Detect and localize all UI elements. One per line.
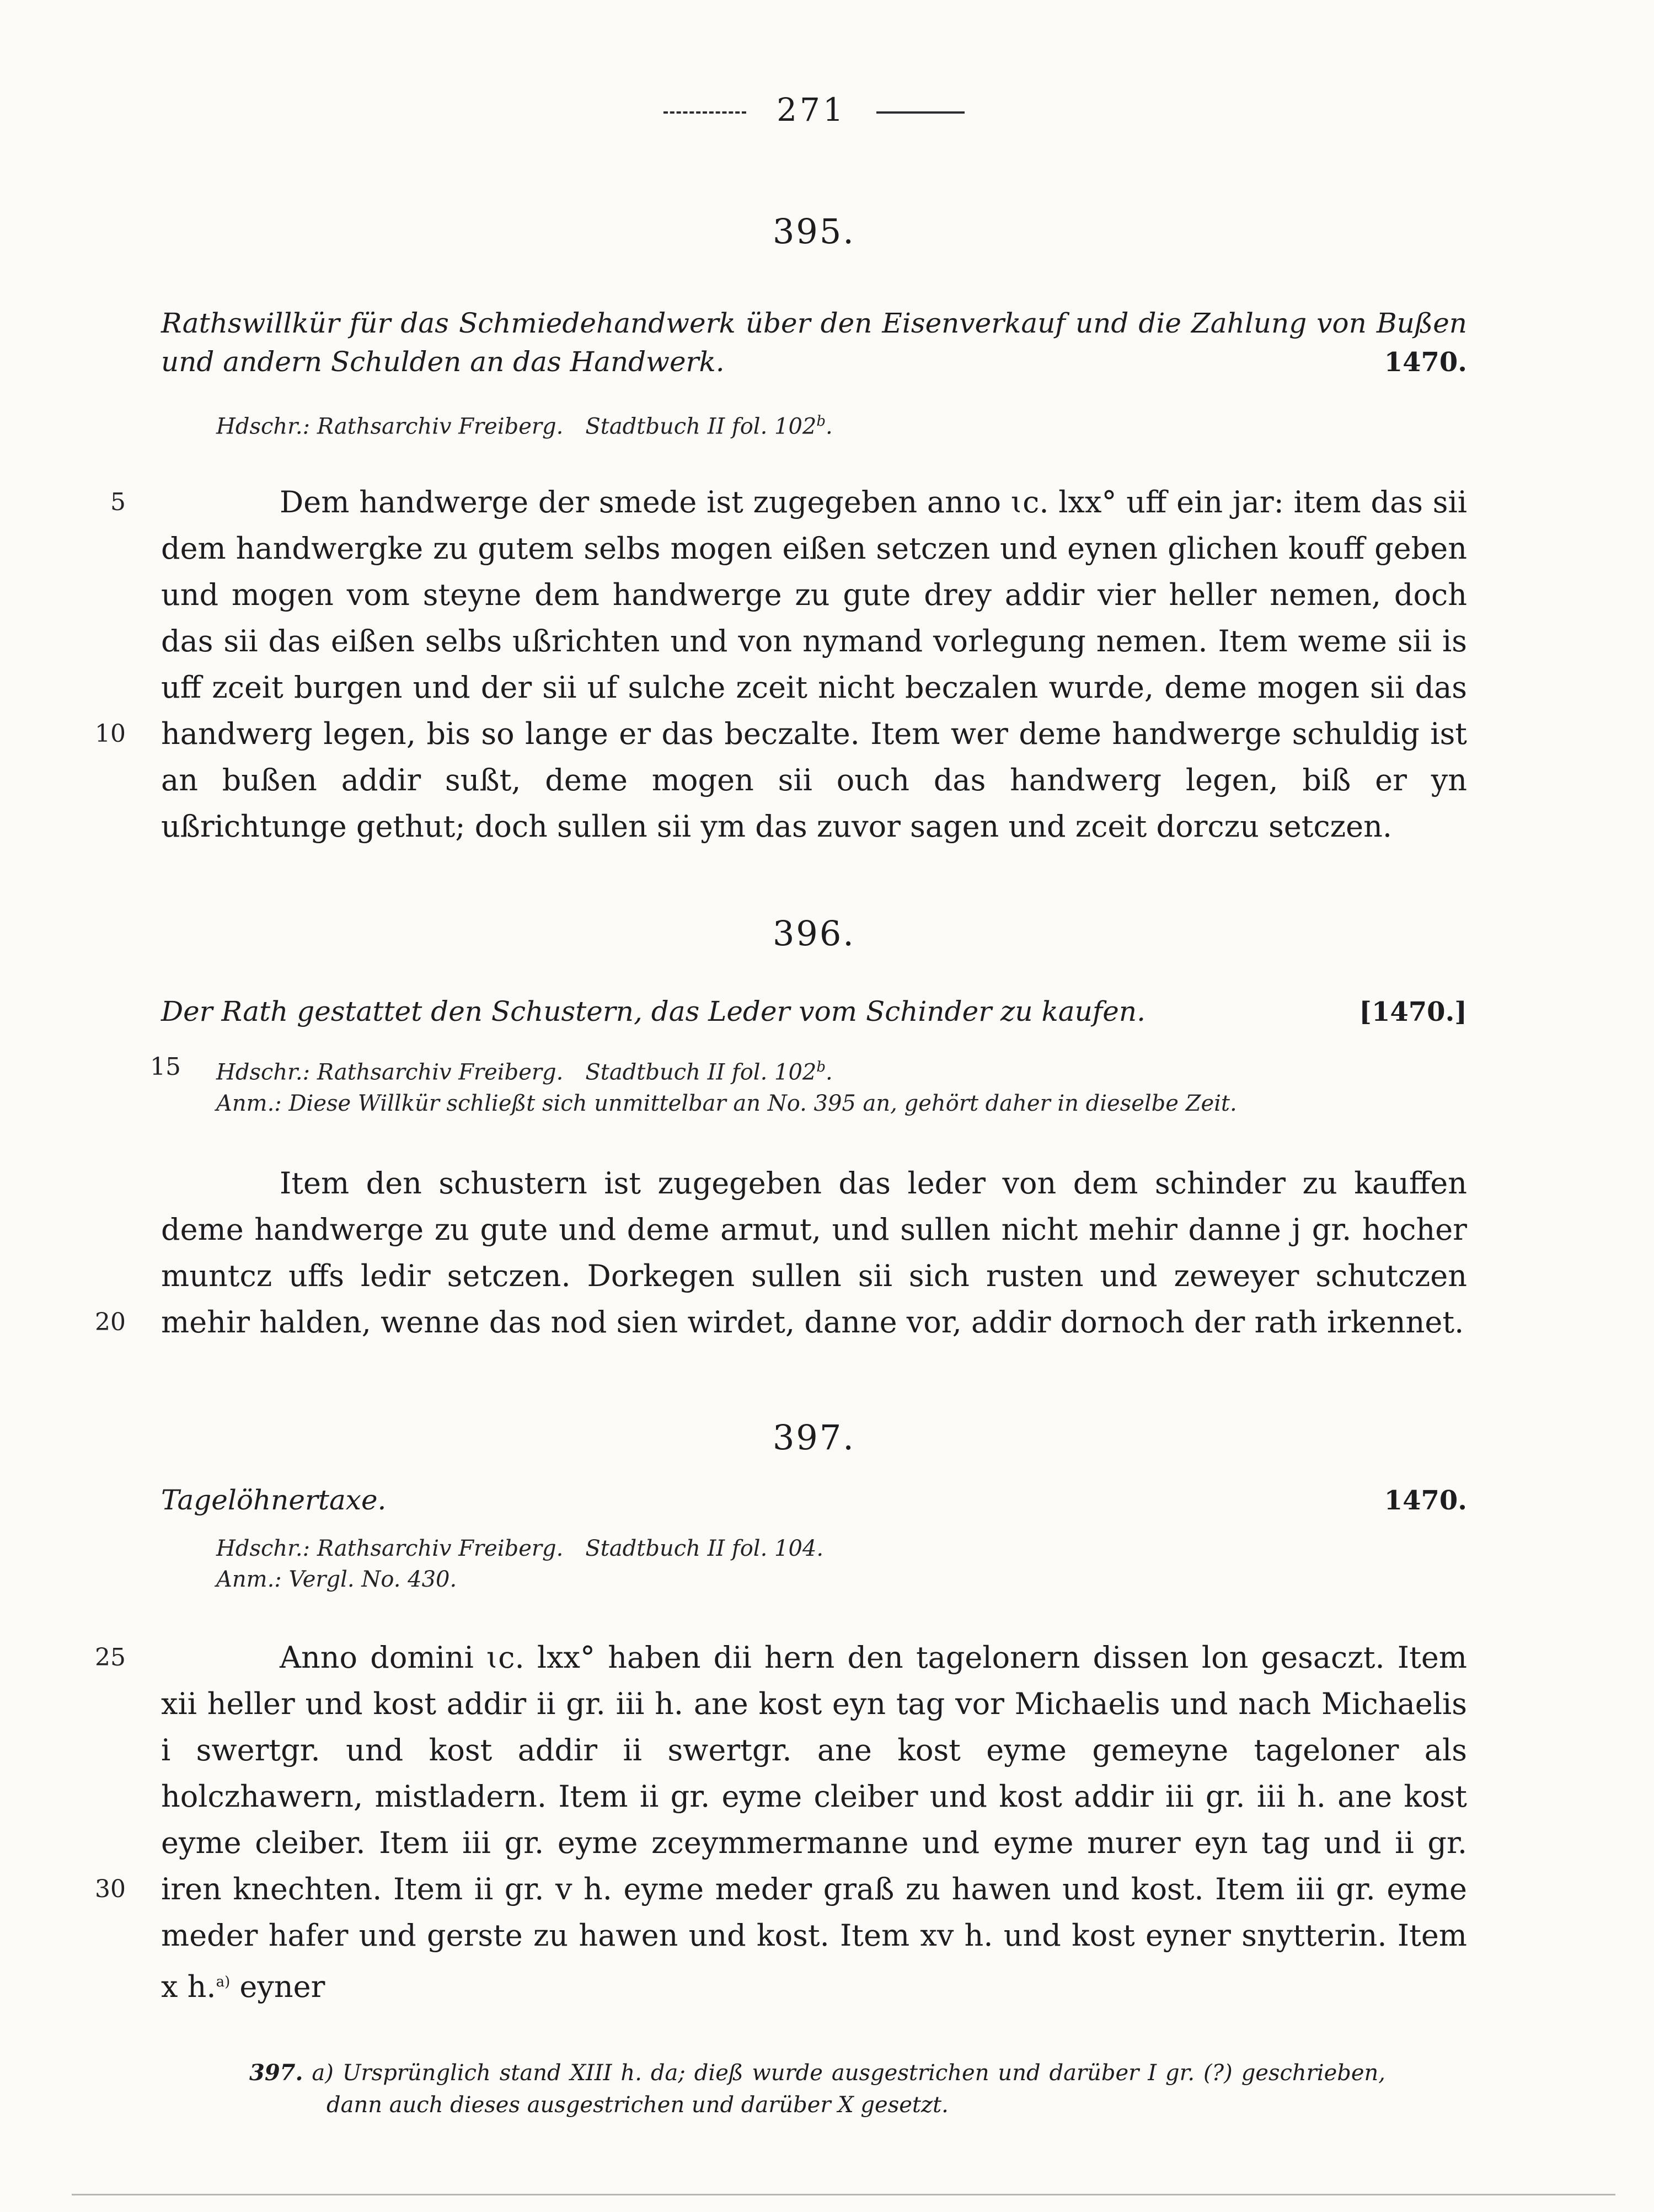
margin-line-number-20: 20 <box>95 1308 126 1336</box>
entry-body-block <box>95 1160 1467 1346</box>
entry-number: 396. <box>772 913 856 954</box>
source-text: Hdschr.: Rathsarchiv Freiberg. Stadtbuch II fol. 102 <box>216 1059 817 1085</box>
entry-source <box>216 406 1467 442</box>
page-content <box>95 0 1467 2121</box>
entry-body-block <box>95 479 1467 850</box>
entry-title-row <box>161 1481 1467 1519</box>
body-text: Anno domini ɩc. lxx° haben dii hern den tagelonern dissen lon gesaczt. Item xii heller und kost addir ii gr. iii h. ane kost eyn tag vor Michaelis und nach Michaelis i swertgr. und kost addir ii swertgr. ane kost eyme gemeyne tageloner als holczhawern, mistladern. Item ii gr. eyme cleiber und kost addir iii gr. iii h. ane kost eyme cleiber. Item iii gr. eyme zceymmermanne und eyme murer eyn tag und ii gr. iren knechten. Item ii gr. v h. eyme meder graß zu hawen und kost. Item iii gr. eyme meder hafer und gerste zu hawen und kost. Item xv h. und kost eyner snytterin. Item x h. <box>161 1640 1467 2004</box>
entry-body: Item den schustern ist zugegeben das leder von dem schinder zu kauffen deme handwerge zu gute und deme armut, und sullen nicht mehir danne j gr. hocher muntcz uffs ledir setczen. Dorkegen sullen sii sich rusten und zeweyer schutczen mehir halden, wenne das nod sien wirdet, danne vor, addir dornoch der rath irkennet. <box>161 1165 1467 1340</box>
margin-line-number-25: 25 <box>95 1643 126 1672</box>
entry-title-row <box>161 992 1467 1031</box>
footnote <box>249 2057 1385 2121</box>
entry-title-row <box>161 304 1467 381</box>
entry-395 <box>95 211 1467 850</box>
entry-source-block <box>150 1052 1467 1118</box>
scan-edge-line <box>72 2194 1615 2195</box>
body-text-end: eyner <box>230 1969 325 2004</box>
entry-title: Rathswillkür für das Schmiedehandwerk über den Eisenverkauf und die Zahlung von Bußen und andern Schulden an das Handwerk. <box>161 307 1467 378</box>
entry-title: Der Rath gestattet den Schustern, das Leder vom Schinder zu kaufen. <box>161 995 1146 1028</box>
entry-number: 397. <box>772 1417 856 1458</box>
body-superscript-a: a) <box>216 1973 231 1990</box>
margin-line-number-5: 5 <box>110 488 126 517</box>
footnote-label: 397. <box>249 2059 303 2086</box>
margin-line-number-10: 10 <box>95 720 126 748</box>
source-text: Hdschr.: Rathsarchiv Freiberg. Stadtbuch II fol. 102 <box>216 414 817 440</box>
page-number: 271 <box>777 91 846 128</box>
source-text-end: . <box>826 1059 833 1085</box>
entry-source: Hdschr.: Rathsarchiv Freiberg. Stadtbuch II fol. 104. <box>216 1535 824 1561</box>
entry-date: [1470.] <box>1359 997 1467 1028</box>
footnote-text: a) Ursprünglich stand XIII h. da; dieß wurde ausgestrichen und darüber I gr. (?) geschrieben, dann auch dieses ausgestrichen und darüber X gesetzt. <box>312 2060 1385 2118</box>
entry-source-block <box>216 406 1467 442</box>
entry-date: 1470. <box>1384 1485 1467 1516</box>
entry-note: Anm.: Diese Willkür schließt sich unmittelbar an No. 395 an, gehört daher in dieselbe Zeit. <box>216 1090 1237 1116</box>
entry-body <box>161 1635 1467 2010</box>
margin-line-number-30: 30 <box>95 1874 126 1903</box>
header-rule-right <box>876 111 965 114</box>
entry-date: 1470. <box>1384 347 1467 378</box>
entry-title: Tagelöhnertaxe. <box>161 1483 387 1516</box>
entry-source-block <box>216 1533 1467 1595</box>
source-text-end: . <box>826 414 833 440</box>
entry-397 <box>95 1417 1467 2010</box>
source-superscript: b <box>816 1059 826 1076</box>
source-superscript: b <box>816 413 826 430</box>
header-rule-left <box>663 111 746 114</box>
entry-source <box>216 1052 1467 1088</box>
entry-number: 395. <box>772 211 856 251</box>
margin-line-number-15: 15 <box>150 1053 181 1081</box>
entry-396 <box>95 913 1467 1345</box>
entry-body: Dem handwerge der smede ist zugegeben anno ɩc. lxx° uff ein jar: item das sii dem handwergke zu gutem selbs mogen eißen setczen und eynen glichen kouff geben und mogen vom steyne dem handwerge zu gute drey addir vier heller nemen, doch das sii das eißen selbs ußrichten und von nymand vorlegung nemen. Item weme sii is uff zceit burgen und der sii uf sulche zceit nicht beczalen wurde, deme mogen sii das handwerg legen, bis so lange er das beczalte. Item wer deme handwerge schuldig ist an bußen addir sußt, deme mogen sii ouch das handwerg legen, biß er yn ußrichtunge gethut; doch sullen sii ym das zuvor sagen und zceit dorczu setczen. <box>161 485 1467 844</box>
entry-body-block <box>95 1635 1467 2010</box>
entry-note: Anm.: Vergl. No. 430. <box>216 1566 457 1592</box>
page-header <box>161 0 1467 128</box>
